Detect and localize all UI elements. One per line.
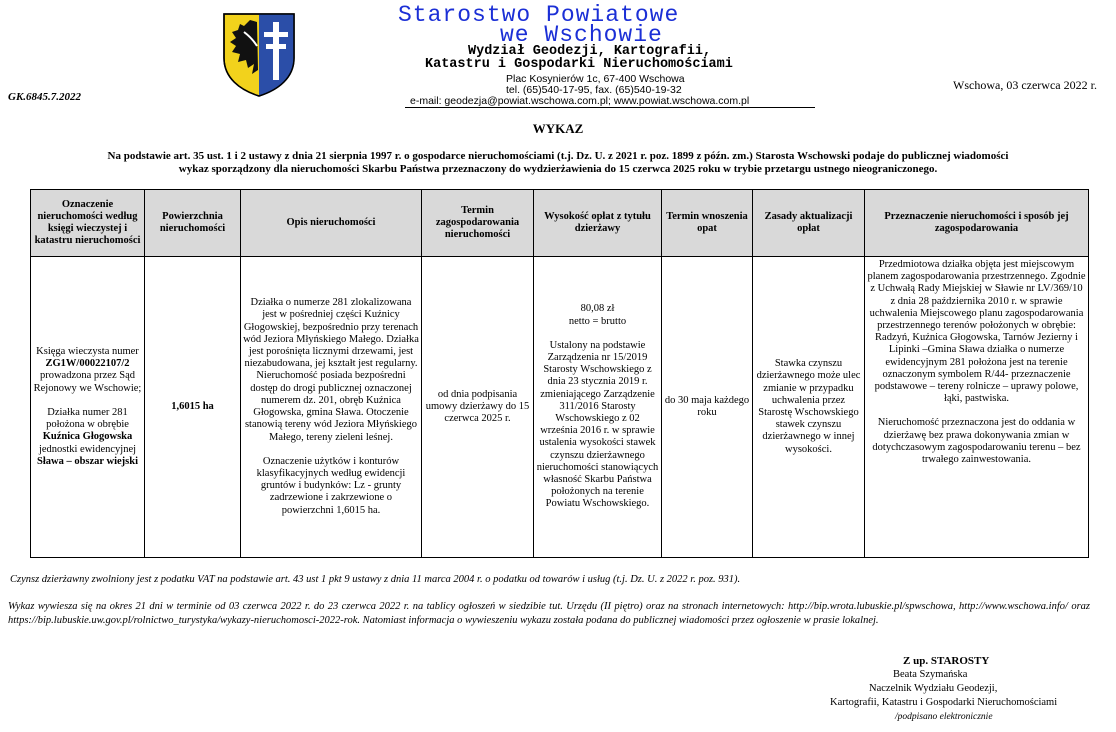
intro-line2: wykaz sporządzony dla nieruchomości Skarbu Państwa przeznaczony do wydzierżawienia do 15 czerwca 2025 roku w trybie przetargu ustnego nieograniczonego. [178,163,938,175]
office-phone: tel. (65)540-17-95, fax. (65)540-19-32 [506,84,682,96]
signatory-department: Kartografii, Katastru i Gospodarki Nieruchomościami [830,697,1058,708]
department-line1: Wydział Geodezji, Kartografii, [468,44,712,59]
vat-note: Czynsz dzierżawny zwolniony jest z podatku VAT na podstawie art. 43 ust 1 pkt 9 ustawy z dnia 11 marca 2004 r. o podatku od towarów i usług (t.j. Dz. U. z 2022 r. poz. 931). [10,574,741,585]
office-email: e-mail: geodezja@powiat.wschowa.com.pl; www.powiat.wschowa.com.pl [410,95,750,107]
header-cell: Przeznaczenie nieruchomości i sposób jej zagospodarowania [865,190,1089,257]
header-cell: Powierzchnia nieruchomości [145,190,241,257]
table-row [31,257,1089,558]
signatory-title: Naczelnik Wydziału Geodezji, [869,683,998,694]
cell-development-term: od dnia podpisania umowy dzierżawy do 15 czerwca 2025 r. [422,257,534,558]
office-address: Plac Kosynierów 1c, 67-400 Wschowa [506,73,685,85]
table-header-row [31,190,1089,257]
cell-rent-amount: 80,08 zł netto = brutto Ustalony na podstawie Zarządzenia nr 15/2019 Starosty Wschowskiego z dnia 23 stycznia 2019 r. zmieniającego Zarządzenie 311/2016 Starosty Wschowskiego z 02 września 2016 r. w sprawie ustalenia wysokości stawek czynszu dzierżawnego nieruchomości stanowiących własność Skarbu Państwa położonych na terenie Powiatu Wschowskiego. [534,257,662,558]
cell-area: 1,6015 ha [145,257,241,558]
department-line2: Katastru i Gospodarki Nieruchomościami [425,57,733,72]
signatory-name: Beata Szymańska [893,669,968,680]
property-table [30,189,1089,558]
rent-amount: 80,08 zł [580,303,615,315]
document-title: WYKAZ [532,121,584,136]
document-intro [20,150,1096,176]
office-title-line2: we Wschowie [500,22,663,48]
place-and-date: Wschowa, 03 czerwca 2022 r. [953,78,1097,92]
cell-payment-term: do 30 maja każdego roku [662,257,753,558]
publication-notice: Wykaz wywiesza się na okres 21 dni w terminie od 03 czerwca 2022 r. do 23 czerwca 2022 r. na tablicy ogłoszeń w siedzibie tut. Urzędu (II piętro) oraz na stronach internetowych: http://bip.wrota.lubuskie.pl/spwschowa, http://www.wschowa.info/ oraz https://bip.lubuskie.uw.gov.pl/rolnictwo_turystyka/wykazy-nieruchomosci-2022-rok. Natomiast informacja o wywieszeniu wykazu została podana do publicznej wiadomości przez ogłoszenie w prasie lokalnej. [8,601,1090,626]
electronic-signature-note: /podpisano elektronicznie [895,712,993,722]
signature-authority: Z up. STAROSTY [903,655,990,667]
header-cell: Termin wnoszenia opat [662,190,753,257]
office-title-line1: Starostwo Powiatowe [398,2,680,28]
reference-number: GK.6845.7.2022 [8,91,82,103]
coat-of-arms-icon [222,12,296,98]
land-register-number: ZG1W/00022107/2 [45,358,130,370]
header-divider [405,107,815,108]
header-cell: Opis nieruchomości [241,190,422,257]
header-cell: Termin zagospodarowania nieruchomości [422,190,534,257]
cell-update-rules: Stawka czynszu dzierżawnego może ulec zmianie w przypadku uchwalenia przez Starostę Wschowskiego stawek czynszu dzierżawnego w innej wysokości. [753,257,865,558]
header-cell: Zasady aktualizacji opłat [753,190,865,257]
cell-land-register: Księga wieczysta numer ZG1W/00022107/2 prowadzona przez Sąd Rejonowy we Wschowie; Działka numer 281 położona w obrębie Kuźnica Głogowska jednostki ewidencyjnej Sława – obszar wiejski [31,257,145,558]
intro-line1: Na podstawie art. 35 ust. 1 i 2 ustawy z dnia 21 sierpnia 1997 r. o gospodarce nieruchomościami (t.j. Dz. U. z 2021 r. poz. 1899 z późn. zm.) Starosta Wschowski podaje do publicznej wiadomości [107,150,1009,162]
cell-description: Działka o numerze 281 zlokalizowana jest w pośredniej części Kuźnicy Głogowskiej, bezpośrednio przy terenach wód Jeziora Młyńskiego Małego. Działka jest porośnięta licznymi drzewami, jest niezabudowana, jej kształt jest regularny. Nieruchomość posiada bezpośredni dostęp do drogi publicznej oznaczonej numerem dz. 201, obręb Kuźnica Głogowska, gmina Sława. Otoczenie stanowią tereny wód Jeziora Młyńskiego Małego, tereny zieleni leśnej. Oznaczenie użytków i konturów klasyfikacyjnych według ewidencji gruntów i budynków: Lz - grunty zadrzewione i zakrzewione o powierzchni 1,6015 ha. [241,257,422,558]
header-cell: Wysokość opłat z tytułu dzierżawy [534,190,662,257]
header-cell: Oznaczenie nieruchomości według księgi wieczystej i katastru nieruchomości [31,190,145,257]
cell-purpose: Przedmiotowa działka objęta jest miejscowym planem zagospodarowania przestrzennego. Zgodnie z Uchwałą Rady Miejskiej w Sławie nr LV/369/10 z dnia 28 października 2010 r. w sprawie uchwalenia Miejscowego planu zagospodarowania przestrzennego terenów położonych w obrębie: Radzyń, Kuźnica Głogowska, Tarnów Jezierny i Lipinki –Gmina Sława działka o numerze ewidencyjnym 281 położona jest na terenie oznaczonym symbolem R/44- przeznaczenie podstawowe – tereny rolnicze – uprawy polowe, łąki, pastwiska. Nieruchomość przeznaczona jest do oddania w dzierżawę bez prawa dokonywania zmian w dotychczasowym zagospodarowaniu terenu – bez trwałego zainwestowania. [865,257,1089,558]
